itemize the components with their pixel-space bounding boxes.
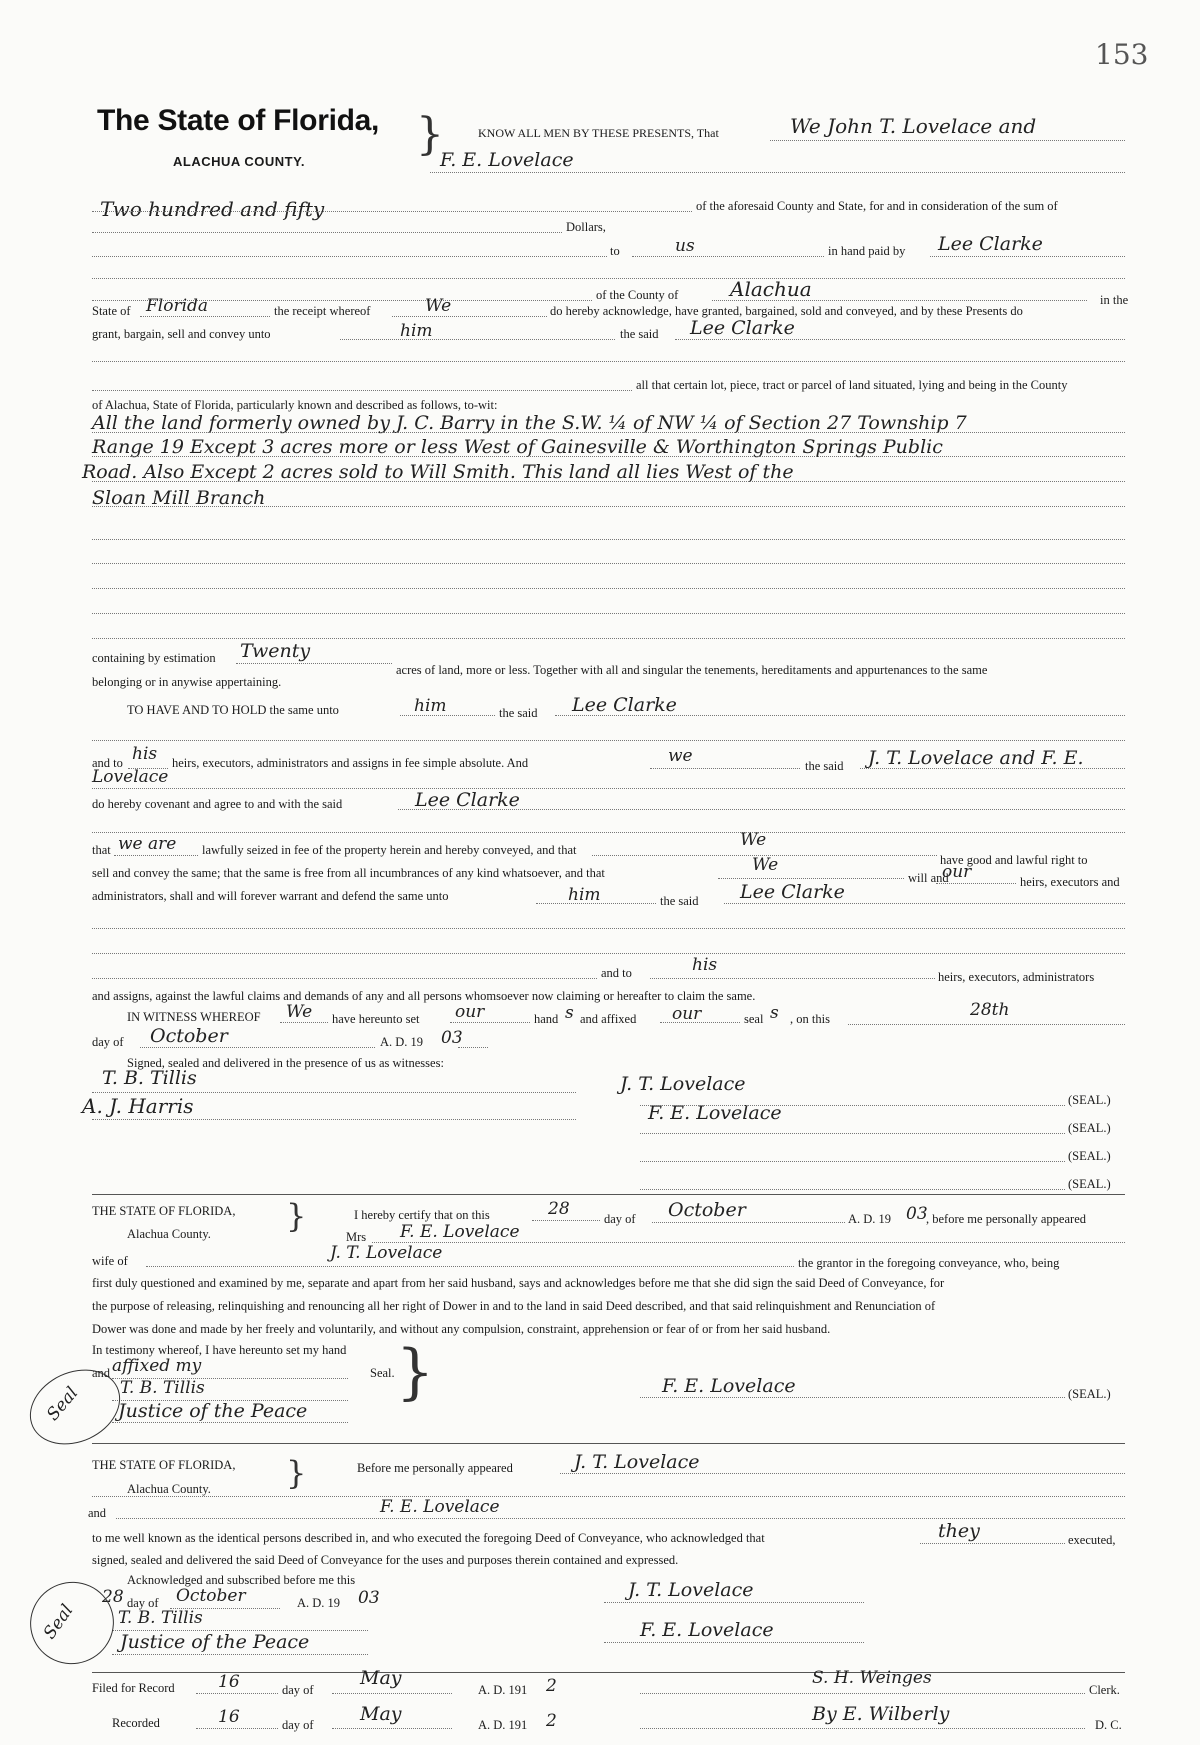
- heirs-text: heirs, executors, administrators and assigns in fee simple absolute. And: [172, 756, 529, 770]
- signed-text: Signed, sealed and delivered in the presence of us as witnesses:: [127, 1056, 444, 1070]
- witness-1-handwritten: T. B. Tillis: [102, 1067, 197, 1089]
- description-line-4: Sloan Mill Branch: [92, 487, 266, 509]
- county-heading: ALACHUA COUNTY.: [173, 154, 305, 169]
- dower-seal-text: Seal.: [370, 1366, 395, 1380]
- dower-certify-text: I hereby certify that on this: [354, 1208, 490, 1222]
- receipt-text: the receipt whereof: [274, 304, 371, 318]
- on-this-text: , on this: [790, 1012, 830, 1026]
- heirs-exec-text: heirs, executors and: [1020, 875, 1120, 889]
- said-3-handwritten: Lee Clarke: [740, 881, 845, 903]
- county-handwritten: Alachua: [730, 277, 812, 301]
- ack-executed-text: executed,: [1068, 1533, 1116, 1547]
- sell-convey-text: sell and convey the same; that the same is free from all incumbrances of any kind whatsoever, and that: [92, 866, 605, 880]
- dower-brace: }: [286, 1197, 307, 1235]
- assigns-text: and assigns, against the lawful claims and demands of any and all persons whomsoever now claiming or hereafter to claim the same.: [92, 989, 756, 1003]
- dower-state: THE STATE OF FLORIDA,: [92, 1204, 236, 1218]
- filed-ad-text: A. D. 191: [478, 1683, 528, 1697]
- administrators-text: administrators, shall and will forever warrant and defend the same unto: [92, 889, 449, 903]
- ack-stamp-handwritten: Seal: [39, 1600, 78, 1644]
- acres-handwritten: Twenty: [240, 640, 311, 662]
- acknowledge-text: do hereby acknowledge, have granted, bargained, sold and conveyed, and by these Presents do: [550, 304, 1023, 318]
- containing-text: containing by estimation: [92, 651, 216, 665]
- ack-county: Alachua County.: [127, 1482, 211, 1496]
- deputy-clerk-handwritten: By E. Wilberly: [812, 1703, 950, 1725]
- page-title: The State of Florida,: [97, 104, 380, 137]
- dower-seal-brace: }: [396, 1337, 435, 1407]
- and-handwritten: we: [668, 746, 693, 766]
- dower-body-3: Dower was done and made by her freely and voluntarily, and without any compulsion, constraint, apprehension or fear of or from her said husband.: [92, 1322, 831, 1336]
- covenant-text: do hereby covenant and agree to and with the said: [92, 797, 343, 811]
- seal-label-3: (SEAL.): [1068, 1149, 1111, 1163]
- filed-day-handwritten: 16: [218, 1672, 240, 1692]
- all-that-text: all that certain lot, piece, tract or parcel of land situated, lying and being in the County: [636, 378, 1068, 392]
- rec-year-handwritten: 2: [546, 1711, 557, 1731]
- month-handwritten: October: [150, 1025, 228, 1047]
- in-the-text: in the: [1100, 293, 1129, 307]
- affixed-handwritten: our: [672, 1004, 702, 1024]
- of-alachua-text: of Alachua, State of Florida, particularly known and described as follows, to-wit:: [92, 398, 498, 412]
- dower-mrs-handwritten: F. E. Lovelace: [400, 1222, 520, 1242]
- hand-suffix-handwritten: s: [565, 1003, 574, 1023]
- day-handwritten: 28th: [970, 1000, 1010, 1020]
- the-said-3-text: the said: [660, 894, 699, 908]
- ack-signature-1-handwritten: J. T. Lovelace: [628, 1579, 754, 1601]
- set-handwritten: our: [455, 1002, 485, 1022]
- know-all-text: KNOW ALL MEN BY THESE PRESENTS, That: [478, 126, 719, 140]
- page-number: 153: [1095, 38, 1149, 71]
- belonging-text: belonging or in anywise appertaining.: [92, 675, 282, 689]
- sell-handwritten: We: [752, 855, 779, 875]
- ack-seal-stamp: [19, 1570, 126, 1676]
- dower-official-handwritten: T. B. Tillis: [120, 1378, 205, 1398]
- rec-month-handwritten: May: [360, 1703, 402, 1725]
- filed-text: Filed for Record: [92, 1681, 175, 1695]
- rec-day-of-text: day of: [282, 1718, 314, 1732]
- admin-handwritten: him: [568, 885, 601, 905]
- dower-before-me-text: , before me personally appeared: [926, 1212, 1086, 1226]
- ack-day-handwritten: 28: [102, 1587, 124, 1607]
- seal-suffix-handwritten: s: [770, 1003, 779, 1023]
- dower-wife-handwritten: J. T. Lovelace: [330, 1243, 443, 1263]
- affixed-text: and affixed: [580, 1012, 637, 1026]
- will-and-text: will and: [908, 871, 949, 885]
- clerk-handwritten: S. H. Weinges: [812, 1668, 932, 1688]
- dower-day-handwritten: 28: [548, 1199, 570, 1219]
- seal-text: seal: [744, 1012, 764, 1026]
- ack-body-2: signed, sealed and delivered the said Deed of Conveyance for the uses and purposes therein contained and expressed.: [92, 1553, 679, 1567]
- receipt-handwritten: We: [425, 296, 452, 316]
- dower-stamp-handwritten: Seal: [42, 1383, 83, 1425]
- ack-month-handwritten: October: [176, 1586, 246, 1606]
- rec-ad-text: A. D. 191: [478, 1718, 528, 1732]
- witness-2-handwritten: A. J. Harris: [82, 1094, 194, 1118]
- witness-we-handwritten: We: [286, 1002, 313, 1022]
- amount-handwritten: Two hundred and fifty: [100, 197, 325, 221]
- to-have-text: TO HAVE AND TO HOLD the same unto: [127, 703, 339, 717]
- dollars-text: Dollars,: [566, 220, 606, 234]
- that-handwritten: we are: [118, 834, 177, 854]
- dower-testimony-text: In testimony whereof, I have hereunto set my hand: [92, 1343, 347, 1357]
- ack-official-handwritten: T. B. Tillis: [118, 1608, 203, 1628]
- filed-day-of-text: day of: [282, 1683, 314, 1697]
- dower-title-handwritten: Justice of the Peace: [118, 1400, 308, 1422]
- description-line-1: All the land formerly owned by J. C. Barry in the S.W. ¼ of NW ¼ of Section 27 Township 7: [92, 412, 967, 434]
- and-to-2-text: and to: [601, 966, 632, 980]
- grantor2-handwritten: F. E. Lovelace: [440, 149, 574, 171]
- ack-before-me-text: Before me personally appeared: [357, 1461, 513, 1475]
- dower-month-handwritten: October: [668, 1199, 746, 1221]
- ack-ad-text: A. D. 19: [297, 1596, 341, 1610]
- that-text: that: [92, 843, 111, 857]
- filed-year-handwritten: 2: [546, 1676, 557, 1696]
- dower-signature-handwritten: F. E. Lovelace: [662, 1375, 796, 1397]
- ack-year-handwritten: 03: [358, 1588, 380, 1608]
- in-witness-text: IN WITNESS WHEREOF: [127, 1010, 261, 1024]
- to-handwritten: us: [675, 236, 695, 256]
- ack-acknowledged-text: Acknowledged and subscribed before me this: [127, 1573, 356, 1587]
- ack-state: THE STATE OF FLORIDA,: [92, 1458, 236, 1472]
- grantors-2b-handwritten: Lovelace: [92, 767, 169, 787]
- day-of-text: day of: [92, 1035, 124, 1049]
- header-brace: }: [416, 109, 444, 160]
- to-have-unto-handwritten: him: [414, 696, 447, 716]
- dower-grantor-text: the grantor in the foregoing conveyance, who, being: [798, 1256, 1060, 1270]
- signature-2-handwritten: F. E. Lovelace: [648, 1102, 782, 1124]
- and-to-text: and to: [92, 756, 123, 770]
- dower-body-1: first duly questioned and examined by me, separate and apart from her said husband, says and acknowledges before me that she did sign the said Deed of Conveyance, for: [92, 1276, 945, 1290]
- grantee-handwritten: Lee Clarke: [938, 233, 1043, 255]
- seal-label-2: (SEAL.): [1068, 1121, 1111, 1135]
- ack-title-handwritten: Justice of the Peace: [120, 1631, 310, 1653]
- description-line-2: Range 19 Except 3 acres more or less West of Gainesville & Worthington Springs Public: [92, 436, 943, 458]
- ack-they-handwritten: they: [938, 1520, 980, 1542]
- said-handwritten: Lee Clarke: [690, 317, 795, 339]
- dower-body-2: the purpose of releasing, relinquishing and renouncing all her right of Dower in and to the land in said Deed described, and that said relinquishment and Renunciation of: [92, 1299, 936, 1313]
- ack-person-1-handwritten: J. T. Lovelace: [574, 1451, 700, 1473]
- heirs-handwritten: his: [132, 744, 158, 764]
- good-right-text: have good and lawful right to: [940, 853, 1088, 867]
- signature-1-handwritten: J. T. Lovelace: [620, 1073, 746, 1095]
- his-handwritten: his: [692, 955, 718, 975]
- dower-seal-label: (SEAL.): [1068, 1387, 1111, 1401]
- aforesaid-text: of the aforesaid County and State, for and in consideration of the sum of: [696, 199, 1058, 213]
- seized-text: lawfully seized in fee of the property herein and hereby conveyed, and that: [202, 843, 577, 857]
- ack-brace: }: [286, 1454, 307, 1492]
- in-hand-paid-text: in hand paid by: [828, 244, 906, 258]
- covenant-handwritten: Lee Clarke: [415, 789, 520, 811]
- to-have-said-handwritten: Lee Clarke: [572, 694, 677, 716]
- the-said-text: the said: [620, 327, 659, 341]
- state-of-text: State of: [92, 304, 131, 318]
- year-handwritten: 03: [441, 1028, 463, 1048]
- ack-day-of-text: day of: [127, 1596, 159, 1610]
- dower-wife-of-text: wife of: [92, 1254, 128, 1268]
- of-county-text: of the County of: [596, 288, 679, 302]
- ack-body-1: to me well known as the identical persons described in, and who executed the foregoing Deed of Conveyance, who acknowledged that: [92, 1531, 765, 1545]
- acres-text: acres of land, more or less. Together with all and singular the tenements, hereditaments and appurtenances to the same: [396, 663, 988, 677]
- heirs-admin-text: heirs, executors, administrators: [938, 970, 1095, 984]
- dower-county: Alachua County.: [127, 1227, 211, 1241]
- recorded-text: Recorded: [112, 1716, 160, 1730]
- seal-label-4: (SEAL.): [1068, 1177, 1111, 1191]
- filed-month-handwritten: May: [360, 1667, 402, 1689]
- rec-day-handwritten: 16: [218, 1707, 240, 1727]
- grantors-handwritten: We John T. Lovelace and: [790, 114, 1037, 138]
- dower-and-handwritten: affixed my: [112, 1356, 202, 1376]
- grantors-2-handwritten: J. T. Lovelace and F. E.: [868, 747, 1084, 769]
- ack-and-text: and: [88, 1506, 107, 1520]
- clerk-text: Clerk.: [1089, 1683, 1120, 1697]
- deputy-clerk-text: D. C.: [1095, 1718, 1122, 1732]
- have-hereunto-text: have hereunto set: [332, 1012, 420, 1026]
- unto-handwritten: him: [400, 321, 433, 341]
- to-text: to: [610, 244, 620, 258]
- ad-text: A. D. 19: [380, 1035, 424, 1049]
- seized-handwritten: We: [740, 830, 767, 850]
- ack-signature-2-handwritten: F. E. Lovelace: [640, 1619, 774, 1641]
- to-have-said-text: the said: [499, 706, 538, 720]
- the-said-2-text: the said: [805, 759, 844, 773]
- dower-ad-text: A. D. 19: [848, 1212, 892, 1226]
- dower-year-handwritten: 03: [906, 1204, 928, 1224]
- seal-label-1: (SEAL.): [1068, 1093, 1111, 1107]
- state-handwritten: Florida: [146, 296, 209, 316]
- hand-text: hand: [534, 1012, 559, 1026]
- description-line-3: Road. Also Except 2 acres sold to Will Smith. This land all lies West of the: [82, 461, 794, 483]
- will-handwritten: our: [942, 862, 972, 882]
- dower-mrs-text: Mrs: [346, 1230, 367, 1244]
- dower-and-text: and: [92, 1366, 111, 1380]
- ack-person-2-handwritten: F. E. Lovelace: [380, 1497, 500, 1517]
- grant-bargain-text: grant, bargain, sell and convey unto: [92, 327, 271, 341]
- dower-day-of-text: day of: [604, 1212, 636, 1226]
